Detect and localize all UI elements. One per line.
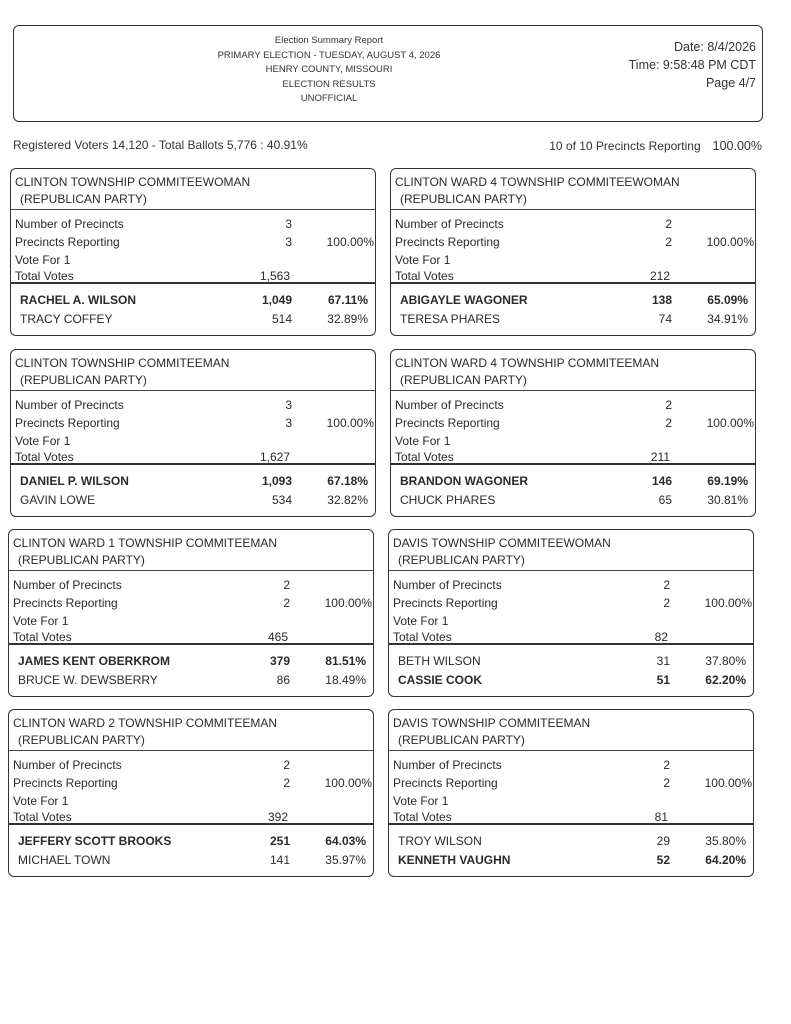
candidate-votes: 1,049 (261, 293, 292, 307)
vote-for-label: Vote For 1 (393, 794, 449, 808)
report-title: Election Summary Report (274, 35, 384, 46)
candidate-percent: 65.09% (707, 293, 748, 307)
candidate-percent: 18.49% (325, 673, 366, 687)
precincts-reporting-value: 2 (663, 776, 670, 790)
candidate-name: CASSIE COOK (398, 673, 483, 687)
precincts-reporting-percent: 100.00% (712, 139, 762, 153)
candidate-votes: 251 (269, 834, 290, 848)
vote-for-label: Vote For 1 (393, 614, 449, 628)
contest-title: CLINTON WARD 4 TOWNSHIP COMMITEEMAN (395, 356, 660, 370)
total-votes-label: Total Votes (15, 450, 74, 464)
candidate-votes: 51 (656, 673, 670, 687)
precincts-reporting-percent: 100.00% (324, 596, 372, 610)
contest-box (388, 529, 754, 697)
precincts-reporting-value: 2 (283, 776, 290, 790)
candidate-percent: 62.20% (705, 673, 746, 687)
precincts-reporting-label: Precincts Reporting (15, 235, 120, 249)
candidate-percent: 64.03% (325, 834, 366, 848)
contest-party: (REPUBLICAN PARTY) (398, 553, 525, 567)
contest-box (8, 529, 374, 697)
precincts-reporting-percent: 100.00% (326, 235, 374, 249)
candidate-percent: 81.51% (325, 654, 366, 668)
election-name: PRIMARY ELECTION - TUESDAY, AUGUST 4, 2026 (217, 49, 441, 61)
candidate-name: JEFFERY SCOTT BROOKS (18, 834, 172, 848)
candidate-votes: 514 (271, 312, 292, 326)
total-votes-label: Total Votes (13, 630, 72, 644)
header-divider (389, 750, 753, 751)
number-of-precincts-value: 2 (663, 758, 670, 772)
contest-box (388, 709, 754, 877)
precincts-reporting-value: 3 (285, 235, 292, 249)
precincts-reporting-percent: 100.00% (324, 776, 372, 790)
precincts-reporting-label: Precincts Reporting (393, 596, 498, 610)
precincts-reporting-value: 3 (285, 416, 292, 430)
candidate-votes: 29 (656, 834, 670, 848)
total-votes-value: 81 (654, 810, 668, 824)
contest-box (10, 168, 376, 336)
results-divider (11, 282, 375, 284)
precincts-reporting-percent: 100.00% (704, 596, 752, 610)
total-votes-value: 212 (649, 269, 670, 283)
candidate-votes: 31 (656, 654, 670, 668)
candidate-votes: 74 (658, 312, 672, 326)
candidate-name: RACHEL A. WILSON (20, 293, 136, 307)
turnout-summary: Registered Voters 14,120 - Total Ballots 5,776 : 40.91% (13, 138, 308, 152)
precincts-reporting-label: Precincts Reporting (395, 416, 500, 430)
candidate-name: JAMES KENT OBERKROM (18, 654, 171, 668)
number-of-precincts-value: 3 (285, 217, 292, 231)
official-status: UNOFFICIAL (300, 93, 358, 104)
number-of-precincts-value: 2 (665, 217, 672, 231)
candidate-percent: 64.20% (705, 853, 746, 867)
candidate-name: BETH WILSON (398, 654, 481, 668)
candidate-votes: 65 (658, 493, 672, 507)
contest-box (8, 709, 374, 877)
candidate-name: DANIEL P. WILSON (20, 474, 129, 488)
precincts-summary (549, 139, 762, 153)
number-of-precincts-value: 2 (283, 758, 290, 772)
header-divider (11, 209, 375, 210)
candidate-name: KENNETH VAUGHN (398, 853, 511, 867)
candidate-name: CHUCK PHARES (400, 493, 496, 507)
report-time: Time: 9:58:48 PM CDT (628, 58, 756, 72)
vote-for-label: Vote For 1 (395, 253, 451, 267)
candidate-votes: 379 (269, 654, 290, 668)
candidate-name: GAVIN LOWE (20, 493, 96, 507)
precincts-reporting-value: 2 (663, 596, 670, 610)
header-divider (391, 390, 755, 391)
precincts-reporting-value: 2 (283, 596, 290, 610)
precincts-reporting-label: Precincts Reporting (395, 235, 500, 249)
number-of-precincts-value: 2 (665, 398, 672, 412)
precincts-reporting-percent: 100.00% (706, 235, 754, 249)
results-divider (391, 463, 755, 465)
header-divider (391, 209, 755, 210)
contest-party: (REPUBLICAN PARTY) (400, 373, 527, 387)
precincts-reporting-value: 2 (665, 235, 672, 249)
contest-title: CLINTON WARD 4 TOWNSHIP COMMITEEWOMAN (395, 175, 680, 189)
candidate-name: MICHAEL TOWN (18, 853, 111, 867)
header-divider (9, 750, 373, 751)
total-votes-value: 211 (650, 450, 670, 464)
precincts-reporting-label: Precincts Reporting (13, 596, 118, 610)
number-of-precincts-label: Number of Precincts (13, 578, 122, 592)
number-of-precincts-label: Number of Precincts (15, 217, 124, 231)
candidate-percent: 35.80% (705, 834, 746, 848)
contest-party: (REPUBLICAN PARTY) (400, 192, 527, 206)
contest-title: CLINTON WARD 1 TOWNSHIP COMMITEEMAN (13, 536, 278, 550)
candidate-percent: 35.97% (325, 853, 366, 867)
candidate-percent: 34.91% (707, 312, 748, 326)
candidate-percent: 32.82% (327, 493, 368, 507)
contest-party: (REPUBLICAN PARTY) (398, 733, 525, 747)
report-meta (629, 38, 756, 92)
candidate-percent: 69.19% (707, 474, 748, 488)
number-of-precincts-label: Number of Precincts (13, 758, 122, 772)
number-of-precincts-label: Number of Precincts (395, 398, 504, 412)
candidate-votes: 146 (651, 474, 672, 488)
contest-title: DAVIS TOWNSHIP COMMITEEWOMAN (393, 536, 611, 550)
header-divider (9, 570, 373, 571)
results-divider (389, 643, 753, 645)
header-divider (11, 390, 375, 391)
total-votes-value: 1,563 (259, 269, 290, 283)
candidate-name: BRANDON WAGONER (400, 474, 528, 488)
candidate-votes: 1,093 (261, 474, 292, 488)
contest-box (390, 168, 756, 336)
candidate-votes: 141 (269, 853, 290, 867)
report-date: Date: 8/4/2026 (673, 40, 756, 54)
contest-title: CLINTON TOWNSHIP COMMITEEMAN (15, 356, 230, 370)
header-divider (389, 570, 753, 571)
candidate-votes: 534 (271, 493, 292, 507)
precincts-reporting-percent: 100.00% (326, 416, 374, 430)
candidate-votes: 52 (656, 853, 670, 867)
number-of-precincts-value: 3 (285, 398, 292, 412)
candidate-name: TRACY COFFEY (20, 312, 113, 326)
candidate-name: TROY WILSON (398, 834, 482, 848)
contest-party: (REPUBLICAN PARTY) (20, 373, 147, 387)
vote-for-label: Vote For 1 (15, 253, 71, 267)
precincts-reporting-percent: 100.00% (706, 416, 754, 430)
number-of-precincts-label: Number of Precincts (393, 578, 502, 592)
candidate-percent: 37.80% (705, 654, 746, 668)
total-votes-value: 465 (267, 630, 288, 644)
results-divider (9, 823, 373, 825)
total-votes-label: Total Votes (393, 810, 452, 824)
precincts-reporting-percent: 100.00% (704, 776, 752, 790)
total-votes-label: Total Votes (393, 630, 452, 644)
candidate-name: ABIGAYLE WAGONER (400, 293, 528, 307)
vote-for-label: Vote For 1 (395, 434, 451, 448)
number-of-precincts-label: Number of Precincts (393, 758, 502, 772)
candidate-votes: 86 (276, 673, 290, 687)
county-name: HENRY COUNTY, MISSOURI (265, 64, 393, 75)
precincts-reporting-label: Precincts Reporting (15, 416, 120, 430)
candidate-name: TERESA PHARES (400, 312, 501, 326)
contest-title: CLINTON TOWNSHIP COMMITEEWOMAN (15, 175, 251, 189)
candidate-percent: 32.89% (327, 312, 368, 326)
contest-party: (REPUBLICAN PARTY) (18, 733, 145, 747)
contest-title: DAVIS TOWNSHIP COMMITEEMAN (393, 716, 591, 730)
contest-title: CLINTON WARD 2 TOWNSHIP COMMITEEMAN (13, 716, 278, 730)
results-divider (9, 643, 373, 645)
total-votes-value: 82 (654, 630, 668, 644)
total-votes-label: Total Votes (395, 269, 454, 283)
precincts-reporting-label: Precincts Reporting (393, 776, 498, 790)
results-label: ELECTION RESULTS (282, 78, 376, 90)
total-votes-label: Total Votes (13, 810, 72, 824)
candidate-percent: 30.81% (707, 493, 748, 507)
contest-party: (REPUBLICAN PARTY) (20, 192, 147, 206)
page-number: Page 4/7 (705, 76, 756, 90)
candidate-name: BRUCE W. DEWSBERRY (18, 673, 158, 687)
total-votes-value: 1,627 (259, 450, 290, 464)
number-of-precincts-label: Number of Precincts (15, 398, 124, 412)
number-of-precincts-value: 2 (283, 578, 290, 592)
results-divider (11, 463, 375, 465)
candidate-percent: 67.18% (327, 474, 368, 488)
report-title-block (184, 34, 474, 107)
results-divider (389, 823, 753, 825)
contest-box (390, 349, 756, 517)
vote-for-label: Vote For 1 (13, 614, 69, 628)
number-of-precincts-label: Number of Precincts (395, 217, 504, 231)
precincts-reporting-label: Precincts Reporting (13, 776, 118, 790)
report-header (13, 25, 763, 122)
precincts-reporting-value: 2 (665, 416, 672, 430)
total-votes-value: 392 (267, 810, 288, 824)
precincts-reporting-text: 10 of 10 Precincts Reporting (549, 139, 701, 153)
candidate-percent: 67.11% (327, 293, 368, 307)
candidate-votes: 138 (651, 293, 672, 307)
total-votes-label: Total Votes (395, 450, 454, 464)
total-votes-label: Total Votes (15, 269, 74, 283)
contest-box (10, 349, 376, 517)
results-divider (391, 282, 755, 284)
vote-for-label: Vote For 1 (15, 434, 71, 448)
number-of-precincts-value: 2 (663, 578, 670, 592)
vote-for-label: Vote For 1 (13, 794, 69, 808)
contest-party: (REPUBLICAN PARTY) (18, 553, 145, 567)
